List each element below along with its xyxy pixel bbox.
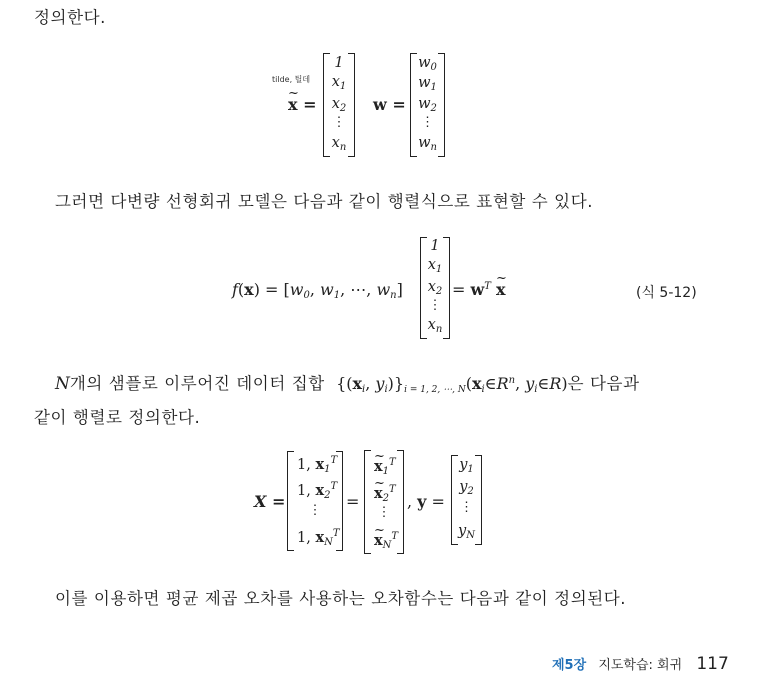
tilde-note: tilde, 틸데 (272, 75, 311, 84)
eq-vec-entry-1: $x_1$ (427, 257, 443, 275)
w-entry-0: $w_0$ (418, 55, 437, 73)
y-lhs: , y = (407, 492, 445, 511)
X-matrix (287, 451, 343, 551)
dataset-text-a: 개의 샘플로 이루어진 데이터 집합 (69, 374, 325, 393)
eq-vec-entry-4: $x_n$ (427, 317, 443, 335)
eq-vec-entry-0: 1 (430, 238, 440, 254)
intro-fragment: 정의한다. (34, 8, 107, 27)
X-tilde-row-dots: ⋮ (377, 505, 391, 520)
X-tilde-matrix (364, 450, 404, 554)
y-vector (451, 455, 482, 545)
footer-chapter: 제5장 (552, 658, 587, 673)
y-entry-2: ⋮ (460, 500, 473, 515)
X-tilde-row-1: ~ $x_1^T$ (364, 457, 404, 477)
y-entry-1: $y_2$ (459, 479, 474, 497)
footer-page-number: 117 (696, 654, 729, 674)
y-entry-3: $y_N$ (458, 523, 475, 541)
X-row-1: 1, $x_1^T$ (297, 455, 338, 475)
dataset-text-b: 은 다음과 (567, 374, 640, 393)
paragraph-dataset-line2: 같이 행렬로 정의한다. (34, 408, 201, 427)
X-row-2: 1, $x_2^T$ (297, 481, 338, 501)
paragraph-matrix-form: 그러면 다변량 선형회귀 모델은 다음과 같이 행렬식으로 표현할 수 있다. (55, 192, 594, 211)
x-tilde-entry-1: $x_1$ (331, 74, 347, 92)
x-tilde-entry-2: $x_2$ (331, 96, 347, 114)
X-tilde-row-2: ~ $x_2^T$ (364, 484, 404, 504)
y-entry-0: $y_1$ (459, 457, 474, 475)
w-entry-2: $w_2$ (418, 96, 437, 114)
w-entry-3: ⋮ (421, 115, 434, 130)
paragraph-dataset (55, 370, 640, 395)
x-tilde-entry-3: ⋮ (332, 115, 346, 130)
eq-5-12-vector (420, 237, 450, 339)
eq-5-12-lhs: $f(x) = [w_0$, $w_1$, ⋯, $w_n$] (232, 280, 403, 301)
x-tilde-lhs: ~ x = (288, 95, 317, 114)
w-vector (410, 53, 445, 157)
page-footer (552, 654, 729, 674)
dataset-size-symbol: N (55, 374, 70, 394)
X-tilde-row-N: ~ $x_N^T$ (364, 531, 404, 551)
eq-5-12-rhs: = $w^T$ ~ x (452, 280, 506, 299)
X-lhs: X = (254, 492, 286, 511)
paragraph-mse: 이를 이용하면 평균 제곱 오차를 사용하는 오차함수는 다음과 같이 정의된다. (55, 589, 627, 608)
w-lhs: w = (373, 95, 406, 114)
footer-title: 지도학습: 회귀 (598, 658, 683, 673)
X-row-N: 1, $x_N^T$ (297, 528, 340, 548)
w-entry-4: $w_n$ (418, 135, 437, 153)
x-tilde-entry-4: $x_n$ (331, 135, 347, 153)
eq-vec-entry-3: ⋮ (428, 298, 442, 313)
equals-sign: = (346, 492, 360, 511)
X-row-dots: ⋮ (308, 503, 322, 518)
dataset-set-notation: {($x_i$, $y_i)\}_{i = 1, 2, \cdots, N}(x_i\in R^n$, $y_i\in R$) (336, 374, 568, 395)
w-entry-1: $w_1$ (418, 75, 437, 93)
equation-number-5-12: (식 5-12) (636, 285, 697, 301)
eq-vec-entry-2: $x_2$ (427, 279, 443, 297)
x-tilde-entry-0: 1 (334, 55, 344, 71)
x-tilde-vector (323, 53, 355, 157)
